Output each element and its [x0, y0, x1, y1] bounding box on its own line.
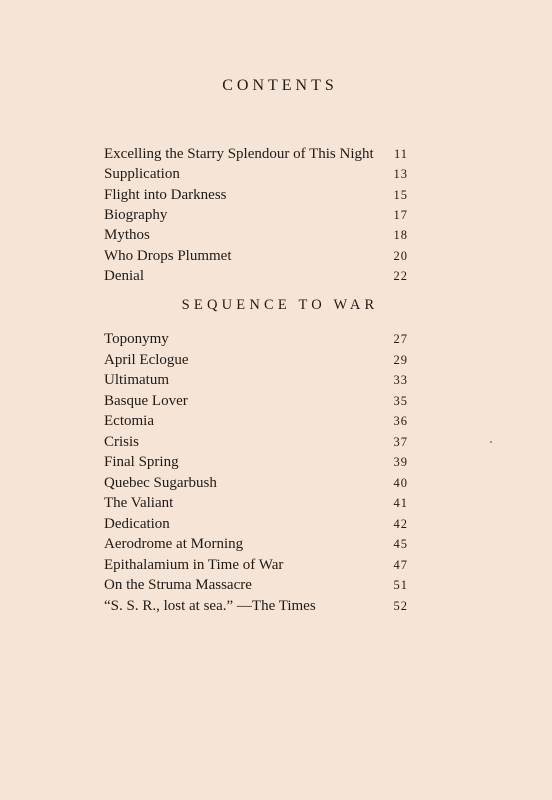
toc-entry-page: 35 — [393, 393, 408, 408]
toc-entry[interactable] — [104, 268, 408, 290]
toc-entry[interactable] — [104, 536, 408, 558]
toc-entry[interactable] — [104, 598, 408, 620]
toc-entry-title: Ectomia — [104, 413, 154, 429]
toc-entry-page: 51 — [393, 578, 408, 592]
toc-entry-title: Supplication — [104, 166, 180, 183]
toc-entry[interactable] — [104, 352, 408, 374]
toc-entry-page: 29 — [393, 352, 408, 367]
contents-heading: CONTENTS — [222, 77, 338, 94]
toc-entry-page: 40 — [393, 475, 408, 490]
toc-entry-title: Mythos — [104, 227, 150, 244]
toc-entry-title: Flight into Darkness — [104, 186, 227, 203]
toc-entry-page: 13 — [393, 167, 408, 182]
toc-entry[interactable] — [104, 146, 408, 168]
toc-entry-page: 41 — [393, 496, 408, 510]
toc-entry-title: On the Struma Massacre — [104, 577, 252, 593]
toc-entry-page: 17 — [393, 207, 408, 222]
toc-entry-page: 18 — [393, 228, 408, 243]
toc-entry[interactable] — [104, 207, 408, 229]
toc-entry[interactable] — [104, 166, 408, 188]
toc-entry-title: Denial — [104, 267, 144, 284]
toc-entry-title: Toponymy — [104, 331, 169, 347]
toc-entry-title: Epithalamium in Time of War — [104, 556, 284, 573]
toc-entry[interactable] — [104, 577, 408, 599]
section-heading: SEQUENCE TO WAR — [181, 297, 379, 313]
toc-entry-page: 20 — [393, 248, 408, 263]
toc-entry-page: 45 — [393, 537, 408, 551]
toc-entry[interactable] — [104, 248, 408, 270]
toc-entry-title: Crisis — [104, 433, 140, 450]
toc-entry[interactable] — [104, 331, 408, 353]
toc-entry[interactable] — [104, 495, 408, 517]
toc-entry[interactable] — [104, 413, 408, 435]
toc-entry-page: 42 — [393, 516, 408, 531]
toc-entry[interactable] — [104, 372, 408, 394]
toc-entry-page: 36 — [393, 414, 408, 428]
toc-entry[interactable] — [104, 454, 408, 476]
toc-entry[interactable] — [104, 475, 408, 497]
toc-entry-page: 37 — [393, 434, 408, 449]
toc-entry-title: Who Drops Plummet — [104, 247, 232, 264]
toc-entry-page: 39 — [393, 455, 408, 469]
toc-entry[interactable] — [104, 516, 408, 538]
toc-entry-title: The Valiant — [104, 495, 174, 511]
toc-entry-title: Final Spring — [104, 454, 179, 470]
toc-entry-page: 22 — [393, 268, 408, 283]
toc-entry-title: “S. S. R., lost at sea.” —The Times — [104, 597, 316, 614]
toc-entry-title: Ultimatum — [104, 372, 169, 388]
toc-entry-title: Dedication — [104, 515, 170, 532]
toc-entry-title: Basque Lover — [104, 392, 188, 409]
toc-entry-page: 15 — [393, 187, 408, 202]
toc-entry-title: April Eclogue — [104, 351, 189, 368]
toc-entry-title: Quebec Sugarbush — [104, 474, 217, 491]
toc-entry[interactable] — [104, 557, 408, 579]
toc-entry[interactable] — [104, 227, 408, 249]
toc-entry-page: 47 — [393, 557, 408, 572]
toc-entry[interactable] — [104, 187, 408, 209]
toc-entry-page: 52 — [393, 598, 408, 613]
paper-speck — [490, 441, 492, 443]
toc-entry-title: Excelling the Starry Splendour of This Night — [104, 146, 374, 162]
toc-entry-page: 33 — [393, 373, 408, 387]
toc-entry-page: 11 — [393, 147, 408, 161]
toc-entry[interactable] — [104, 393, 408, 415]
toc-entry-page: 27 — [393, 332, 408, 346]
toc-entry[interactable] — [104, 434, 408, 456]
toc-entry-title: Aerodrome at Morning — [104, 536, 244, 552]
toc-entry-title: Biography — [104, 206, 168, 223]
